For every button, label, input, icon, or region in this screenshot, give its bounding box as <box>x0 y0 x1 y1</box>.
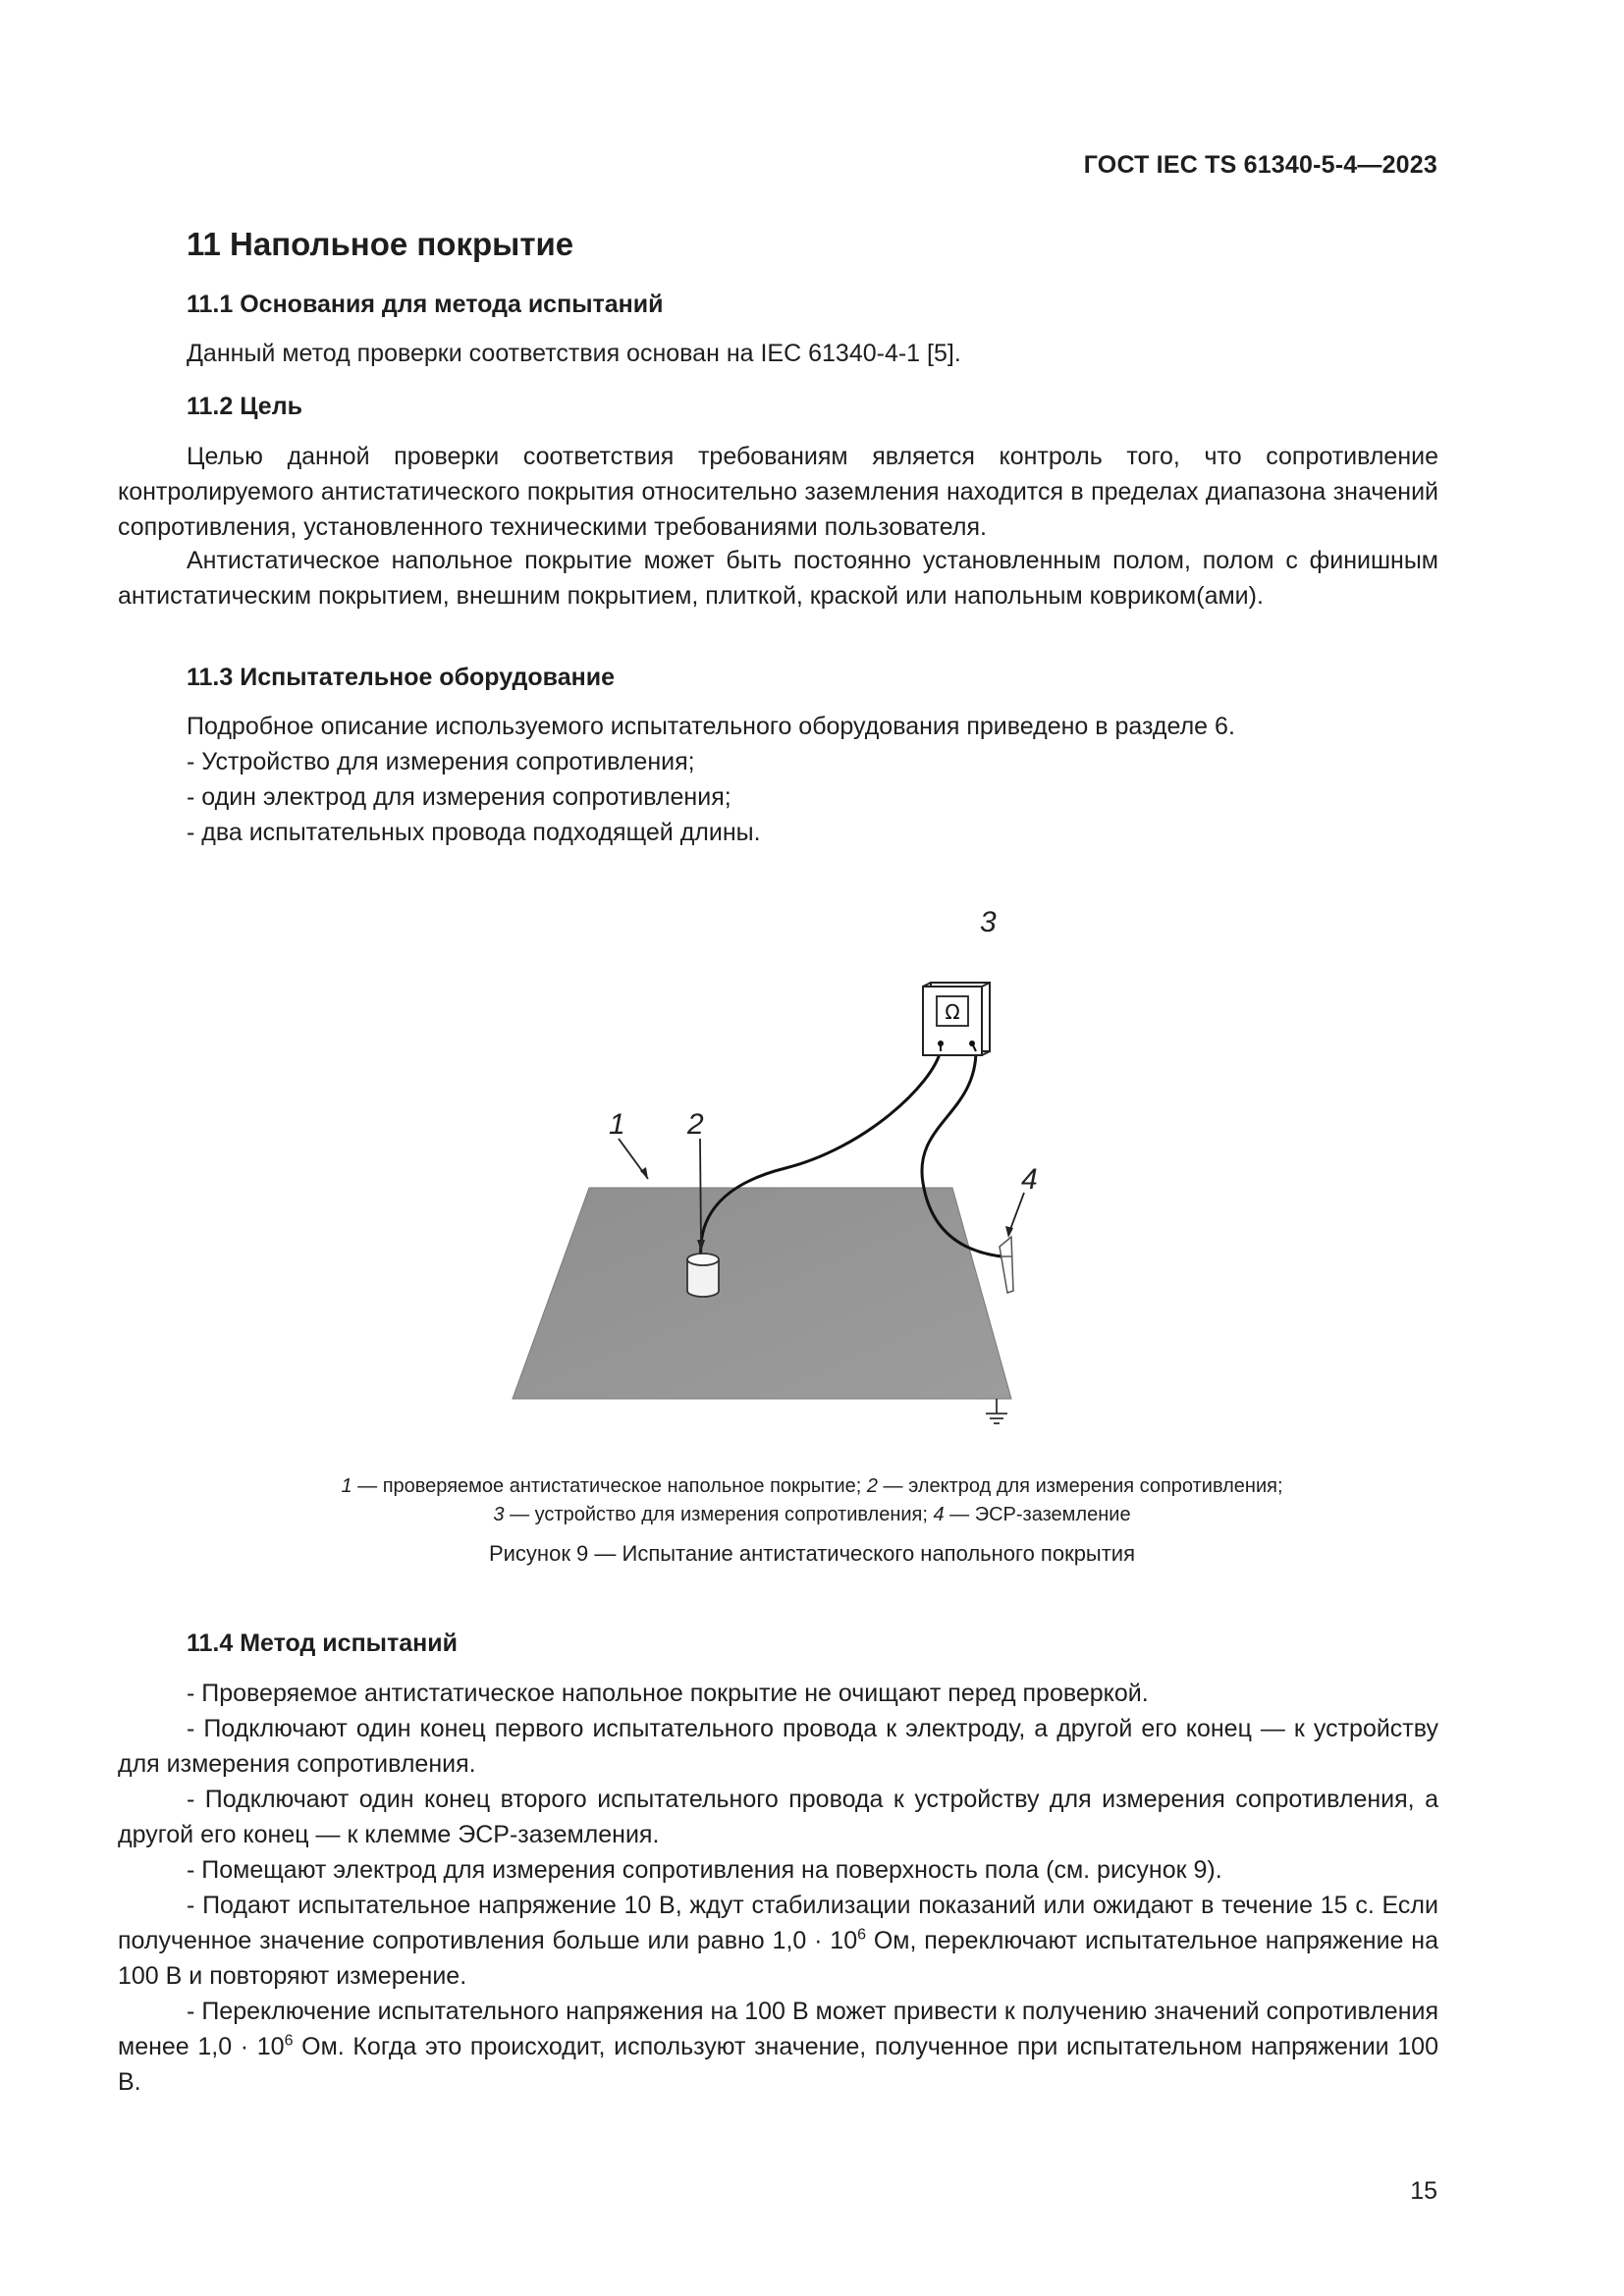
figure-label-1: 1 <box>609 1108 625 1141</box>
equipment-list <box>187 744 761 850</box>
figure-caption: Рисунок 9 — Испытание антистатического напольного покрытия <box>488 1541 1136 1566</box>
paragraph: Целью данной проверки соответствия требованиям является контроль того, что сопротивление контролируемого антистатического покрытия относительно заземления находится в пределах диапазона значений сопротивления, установленного техническими требованиями пользователя. <box>118 443 1438 541</box>
method-item: - Помещают электрод для измерения сопротивления на поверхность пола (см. рисунок 9). <box>187 1856 1222 1884</box>
method-item: - Подключают один конец первого испытательного провода к электроду, а другой его конец — к устройству для измерения сопротивления. <box>118 1715 1438 1778</box>
list-item: - Устройство для измерения сопротивления; <box>187 748 695 775</box>
ground-symbol-icon <box>986 1399 1007 1423</box>
method-item: - Подключают один конец второго испытательного провода к устройству для измерения сопротивления, а другой его конец — к клемме ЭСР-заземления. <box>118 1786 1438 1848</box>
subsection-11-1-title: 11.1 Основания для метода испытаний <box>187 291 664 318</box>
page-number: 15 <box>1410 2177 1437 2205</box>
paragraph: Подробное описание используемого испытательного оборудования приведено в разделе 6. <box>187 713 1235 740</box>
method-item: - Проверяемое антистатическое напольное покрытие не очищают перед проверкой. <box>187 1680 1149 1707</box>
list-item: - один электрод для измерения сопротивления; <box>187 783 731 811</box>
method-item: - Переключение испытательного напряжения на 100 В может привести к получению значений сопротивления менее $1,0 \cdot 10^6$ Ом. Когда это происходит, используют значение, полученное при испытательном напряжении 100 В. <box>118 1998 1438 2096</box>
figure-legend: 1 — проверяемое антистатическое напольное покрытие; 2 — электрод для измерения сопротивления; 3 — устройство для измерения сопротивления; 4 — ЭСР-заземление <box>341 1475 1283 1525</box>
subsection-11-4-title: 11.4 Метод испытаний <box>187 1629 459 1657</box>
figure-label-2: 2 <box>687 1108 704 1141</box>
paragraph: Антистатическое напольное покрытие может быть постоянно установленным полом, полом с финишным антистатическим покрытием, внешним покрытием, плиткой, краской или напольным ковриком(ами). <box>118 547 1438 610</box>
figure-label-4: 4 <box>1021 1163 1038 1196</box>
ohm-symbol: Ω <box>945 1000 960 1024</box>
electrode <box>687 1254 719 1297</box>
method-item: - Подают испытательное напряжение 10 В, ждут стабилизации показаний или ожидают в течение 15 с. Если полученное значение сопротивления больше или равно $1,0 \cdot 10^6$ Ом, переключают испытательное напряжение на 100 В и повторяют измерение. <box>118 1892 1438 1990</box>
subsection-11-2-title: 11.2 Цель <box>187 393 302 420</box>
paragraph: Данный метод проверки соответствия основан на IEC 61340-4-1 [5]. <box>187 340 961 367</box>
standard-designation: ГОСТ IEC TS 61340-5-4—2023 <box>1083 151 1437 179</box>
subsection-11-3-title: 11.3 Испытательное оборудование <box>187 664 615 691</box>
figure-label-3: 3 <box>980 906 997 938</box>
esd-ground-clamp <box>1000 1237 1013 1293</box>
list-item: - два испытательных провода подходящей длины. <box>187 819 761 846</box>
resistance-meter <box>923 983 990 1055</box>
section-title: 11 Напольное покрытие <box>187 226 574 262</box>
figure-9-diagram <box>491 888 1139 1438</box>
